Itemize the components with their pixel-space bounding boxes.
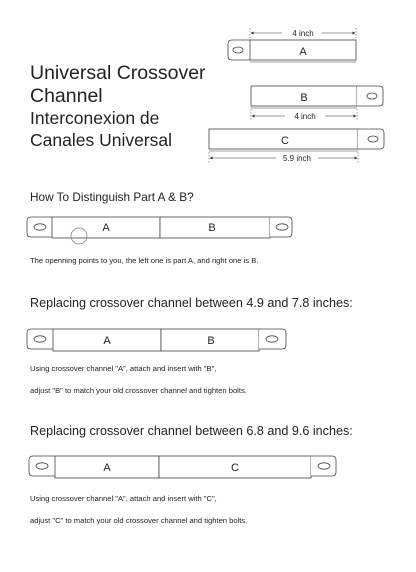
title-spanish-line2: Canales Universal xyxy=(30,129,173,150)
replace-ab-left-label: A xyxy=(103,335,111,347)
title-english-line2: Channel xyxy=(30,85,103,107)
bolt-hole-icon xyxy=(34,336,46,342)
part-c-label: C xyxy=(281,135,289,147)
part-c-channel xyxy=(209,129,384,151)
title-spanish-line1: Interconexion de xyxy=(30,108,160,128)
bolt-hole-icon xyxy=(367,93,377,99)
distinguish-caption: The openning points to you, the left one is part A, and right one is B. xyxy=(30,256,259,265)
bolt-hole-icon xyxy=(266,336,278,342)
part-a-label: A xyxy=(299,46,307,58)
replace-ac-heading: Replacing crossover channel between 6.8 and 9.6 inches: xyxy=(30,424,353,438)
replace-ab-heading: Replacing crossover channel between 4.9 and 7.8 inches: xyxy=(30,296,353,310)
part-c-dimension xyxy=(209,152,358,164)
part-b-dimension xyxy=(251,109,357,121)
distinguish-left-label: A xyxy=(102,222,110,234)
part-b-label: B xyxy=(300,92,308,104)
replace-ac-assembly xyxy=(29,456,336,478)
part-b-dimension-text: 4 inch xyxy=(294,112,316,121)
part-a-dimension-text: 4 inch xyxy=(292,29,314,38)
bolt-hole-icon xyxy=(34,224,46,230)
replace-ac-caption-line1: Using crossover channel "A", attach and insert with "C", xyxy=(30,494,217,503)
replace-ac-left-label: A xyxy=(103,462,111,474)
replace-ab-caption-line2: adjust "B" to match your old crossover channel and tighten bolts. xyxy=(30,386,247,395)
bolt-hole-icon xyxy=(233,47,243,53)
title-english-line1: Universal Crossover xyxy=(30,62,206,84)
bolt-hole-icon xyxy=(276,224,288,230)
distinguish-right-label: B xyxy=(208,222,216,234)
distinguish-heading: How To Distinguish Part A & B? xyxy=(30,190,194,204)
part-a-channel xyxy=(228,40,356,62)
replace-ac-right-label: C xyxy=(231,462,239,474)
part-a-dimension xyxy=(250,28,356,38)
bolt-hole-icon xyxy=(318,463,330,469)
replace-ac-caption-line2: adjust "C" to match your old crossover channel and tighten bolts. xyxy=(30,516,248,525)
replace-ab-caption-line1: Using crossover channel "A", attach and insert with "B", xyxy=(30,364,217,373)
replace-ab-assembly xyxy=(27,329,286,351)
bolt-hole-icon xyxy=(36,463,48,469)
part-c-dimension-text: 5.9 inch xyxy=(282,154,312,163)
distinguish-assembly xyxy=(27,217,292,244)
replace-ab-right-label: B xyxy=(207,335,215,347)
part-b-channel xyxy=(251,86,383,108)
bolt-hole-icon xyxy=(368,136,378,142)
